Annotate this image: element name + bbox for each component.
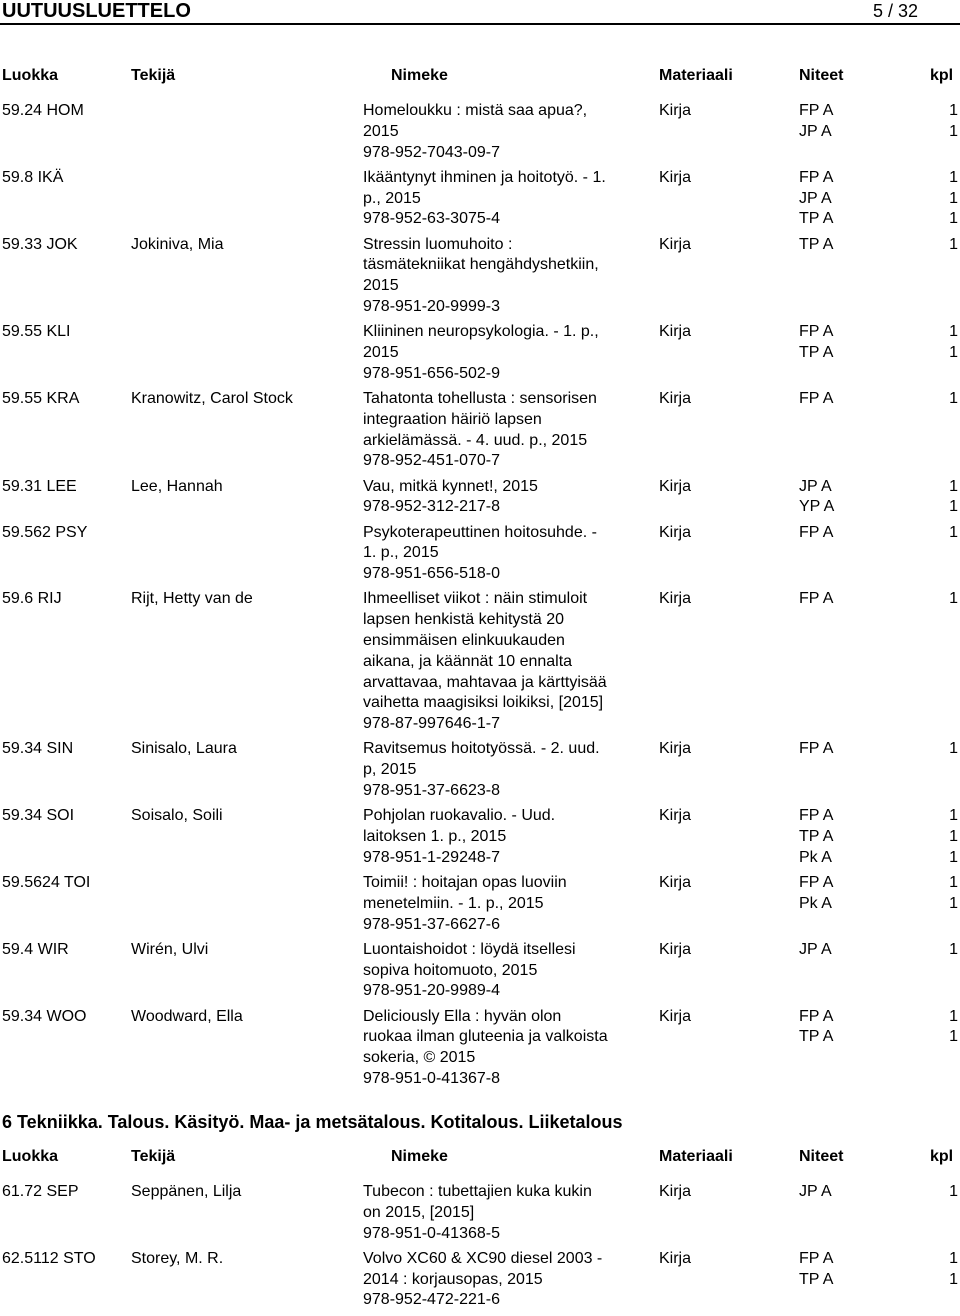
kpl-cell-line: 1 xyxy=(949,827,958,845)
col-kpl: kpl xyxy=(930,1148,954,1165)
kpl-cell-line: 1 xyxy=(949,940,958,958)
nimeke-cell-line: sopiva hoitomuoto, 2015 xyxy=(363,961,538,979)
kpl-cell-line: 1 xyxy=(949,343,958,361)
kpl-cell-line: 1 xyxy=(949,189,958,207)
nimeke-cell-line: Pohjolan ruokavalio. - Uud. xyxy=(363,807,556,825)
luokka-cell: 59.31 LEE xyxy=(2,477,77,495)
nimeke-cell xyxy=(363,389,653,472)
nimeke-cell-line: p, 2015 xyxy=(363,761,417,779)
niteet-cell-line: Pk A xyxy=(799,894,832,912)
luokka-cell: 59.33 JOK xyxy=(2,235,78,253)
materiaali-cell: Kirja xyxy=(659,523,692,541)
kpl-cell-line: 1 xyxy=(949,1028,958,1046)
nimeke-cell-line: 978-951-656-518-0 xyxy=(363,565,500,583)
luokka-cell: 62.5112 STO xyxy=(2,1249,96,1267)
materiaali-cell: Kirja xyxy=(659,102,692,119)
niteet-cell-line: FP A xyxy=(799,873,834,891)
nimeke-cell xyxy=(363,873,653,935)
materiaali-cell: Kirja xyxy=(659,1007,692,1025)
kpl-cell-line: 1 xyxy=(949,168,958,186)
nimeke-cell-line: ensimmäisen elinkuukauden xyxy=(363,631,565,649)
kpl-cell xyxy=(930,477,958,519)
kpl-cell xyxy=(930,1249,958,1291)
materiaali-cell: Kirja xyxy=(659,1183,692,1200)
materiaali-cell: Kirja xyxy=(659,389,692,407)
materiaali-cell: Kirja xyxy=(659,168,692,186)
catalog-row xyxy=(0,873,960,940)
kpl-cell-line: 1 xyxy=(949,477,958,495)
tekija-cell: Wirén, Ulvi xyxy=(131,940,209,958)
col-nimeke: Nimeke xyxy=(391,1148,448,1165)
luokka-cell: 59.8 IKÄ xyxy=(2,168,64,186)
niteet-cell-line: Pk A xyxy=(799,848,832,866)
niteet-cell-line: FP A xyxy=(799,740,834,758)
niteet-cell xyxy=(799,739,899,760)
niteet-cell-line: TP A xyxy=(799,235,834,253)
nimeke-cell xyxy=(363,168,653,230)
kpl-cell-line: 1 xyxy=(949,498,958,516)
materiaali-cell: Kirja xyxy=(659,740,692,758)
tekija-cell: Woodward, Ella xyxy=(131,1007,243,1025)
nimeke-cell-line: vaihetta maagisiksi loikiksi, [2015] xyxy=(363,694,604,712)
luokka-cell: 59.562 PSY xyxy=(2,523,88,541)
luokka-cell: 59.34 WOO xyxy=(2,1007,87,1025)
niteet-cell-line: FP A xyxy=(799,1249,834,1267)
catalog-row xyxy=(0,940,960,1007)
catalog-row xyxy=(0,806,960,873)
kpl-cell xyxy=(930,806,958,868)
nimeke-cell xyxy=(363,477,653,519)
luokka-cell: 61.72 SEP xyxy=(2,1183,79,1200)
nimeke-cell-line: Deliciously Ella : hyvän olon xyxy=(363,1007,562,1025)
nimeke-cell-line: 978-951-20-9989-4 xyxy=(363,982,500,1000)
kpl-cell xyxy=(930,389,958,410)
nimeke-cell-line: p., 2015 xyxy=(363,189,421,207)
materiaali-cell: Kirja xyxy=(659,940,692,958)
kpl-cell xyxy=(930,739,958,760)
nimeke-cell-line: 2015 xyxy=(363,122,399,140)
niteet-cell-line: FP A xyxy=(799,523,834,541)
niteet-cell xyxy=(799,1249,899,1291)
catalog-row xyxy=(0,1182,960,1249)
nimeke-cell-line: Tubecon : tubettajien kuka kukin xyxy=(363,1183,592,1200)
tekija-cell: Seppänen, Lilja xyxy=(131,1183,242,1200)
nimeke-cell-line: Kliininen neuropsykologia. - 1. p., xyxy=(363,323,599,341)
nimeke-cell-line: Toimii! : hoitajan opas luoviin xyxy=(363,873,567,891)
kpl-cell xyxy=(930,1182,958,1203)
kpl-cell-line: 1 xyxy=(949,210,958,228)
nimeke-cell-line: Ikääntynyt ihminen ja hoitotyö. - 1. xyxy=(363,168,606,186)
catalog-row xyxy=(0,322,960,389)
niteet-cell xyxy=(799,806,899,868)
materiaali-cell: Kirja xyxy=(659,873,692,891)
niteet-cell-line: FP A xyxy=(799,807,834,825)
nimeke-cell-line: 978-952-472-221-6 xyxy=(363,1291,500,1309)
niteet-cell xyxy=(799,1007,899,1049)
nimeke-cell-line: Tahatonta tohellusta : sensorisen xyxy=(363,389,597,407)
nimeke-cell-line: Ravitsemus hoitotyössä. - 2. uud. xyxy=(363,740,600,758)
page-header xyxy=(0,0,960,22)
nimeke-cell-line: 978-951-37-6627-6 xyxy=(363,915,500,933)
catalog-row xyxy=(0,168,960,235)
nimeke-cell-line: 978-951-37-6623-8 xyxy=(363,781,500,799)
kpl-cell-line: 1 xyxy=(949,122,958,140)
kpl-cell xyxy=(930,589,958,610)
nimeke-cell-line: on 2015, [2015] xyxy=(363,1203,475,1221)
catalog-row xyxy=(0,589,960,739)
nimeke-cell-line: lapsen henkistä kehitystä 20 xyxy=(363,611,565,629)
kpl-cell-line: 1 xyxy=(949,1249,958,1267)
kpl-cell xyxy=(930,235,958,256)
nimeke-cell xyxy=(363,1182,653,1244)
document-title: UUTUUSLUETTELO xyxy=(2,0,191,22)
kpl-cell-line: 1 xyxy=(949,523,958,541)
nimeke-cell xyxy=(363,235,653,318)
nimeke-cell-line: laitoksen 1. p., 2015 xyxy=(363,827,507,845)
catalog-row xyxy=(0,101,960,168)
header-divider xyxy=(0,23,960,25)
nimeke-cell-line: 978-951-656-502-9 xyxy=(363,364,500,382)
materiaali-cell: Kirja xyxy=(659,1249,692,1267)
nimeke-cell-line: täsmätekniikat hengähdyshetkiin, xyxy=(363,256,599,274)
niteet-cell xyxy=(799,389,899,410)
niteet-cell-line: YP A xyxy=(799,498,835,516)
nimeke-cell-line: 978-87-997646-1-7 xyxy=(363,715,500,733)
nimeke-cell xyxy=(363,523,653,585)
catalog-row xyxy=(0,1249,960,1316)
materiaali-cell: Kirja xyxy=(659,807,692,825)
nimeke-cell-line: 978-951-1-29248-7 xyxy=(363,848,500,866)
nimeke-cell-line: 978-952-312-217-8 xyxy=(363,498,500,516)
section-title: 6 Tekniikka. Talous. Käsityö. Maa- ja metsätalous. Kotitalous. Liiketalous xyxy=(2,1112,623,1132)
nimeke-cell xyxy=(363,739,653,801)
niteet-cell xyxy=(799,477,899,519)
niteet-cell-line: TP A xyxy=(799,343,834,361)
niteet-cell-line: JP A xyxy=(799,122,832,140)
col-niteet: Niteet xyxy=(799,67,844,84)
niteet-cell xyxy=(799,1182,899,1203)
nimeke-cell-line: Luontaishoidot : löydä itsellesi xyxy=(363,940,576,958)
nimeke-cell-line: Vau, mitkä kynnet!, 2015 xyxy=(363,477,538,495)
nimeke-cell-line: Psykoterapeuttinen hoitosuhde. - xyxy=(363,523,597,541)
nimeke-cell-line: ruokaa ilman gluteenia ja valkoista xyxy=(363,1028,608,1046)
tekija-cell: Soisalo, Soili xyxy=(131,807,223,825)
catalog-row xyxy=(0,235,960,323)
col-niteet: Niteet xyxy=(799,1148,844,1165)
niteet-cell-line: FP A xyxy=(799,168,834,186)
niteet-cell-line: JP A xyxy=(799,940,832,958)
luokka-cell: 59.55 KLI xyxy=(2,323,71,341)
niteet-cell xyxy=(799,523,899,544)
kpl-cell xyxy=(930,101,958,143)
nimeke-cell xyxy=(363,1249,653,1311)
niteet-cell xyxy=(799,101,899,143)
kpl-cell-line: 1 xyxy=(949,1007,958,1025)
tekija-cell: Jokiniva, Mia xyxy=(131,235,224,253)
kpl-cell xyxy=(930,873,958,915)
nimeke-cell xyxy=(363,589,653,735)
nimeke-cell-line: Ihmeelliset viikot : näin stimuloit xyxy=(363,590,588,608)
col-luokka: Luokka xyxy=(2,67,59,84)
col-luokka: Luokka xyxy=(2,1148,59,1165)
nimeke-cell-line: menetelmiin. - 1. p., 2015 xyxy=(363,894,544,912)
col-materiaali: Materiaali xyxy=(659,67,733,84)
kpl-cell-line: 1 xyxy=(949,323,958,341)
kpl-cell-line: 1 xyxy=(949,1270,958,1288)
catalog-row xyxy=(0,1007,960,1095)
col-tekija: Tekijä xyxy=(131,67,176,84)
tekija-cell: Storey, M. R. xyxy=(131,1249,224,1267)
kpl-cell-line: 1 xyxy=(949,235,958,253)
nimeke-cell-line: 978-951-20-9999-3 xyxy=(363,297,500,315)
luokka-cell: 59.6 RIJ xyxy=(2,590,62,608)
luokka-cell: 59.34 SIN xyxy=(2,740,74,758)
nimeke-cell-line: Stressin luomuhoito : xyxy=(363,235,513,253)
kpl-cell-line: 1 xyxy=(949,873,958,891)
col-kpl: kpl xyxy=(930,67,954,84)
catalog-row xyxy=(0,523,960,590)
kpl-cell xyxy=(930,168,958,230)
nimeke-cell-line: 978-951-0-41368-5 xyxy=(363,1224,500,1242)
tekija-cell: Lee, Hannah xyxy=(131,477,223,495)
column-headers-2 xyxy=(0,1148,960,1168)
nimeke-cell-line: 2015 xyxy=(363,277,399,295)
nimeke-cell-line: 2014 : korjausopas, 2015 xyxy=(363,1270,543,1288)
nimeke-cell-line: 978-952-7043-09-7 xyxy=(363,143,500,161)
tekija-cell: Rijt, Hetty van de xyxy=(131,590,253,608)
materiaali-cell: Kirja xyxy=(659,590,692,608)
kpl-cell-line: 1 xyxy=(949,590,958,608)
column-headers xyxy=(0,67,960,87)
niteet-cell-line: TP A xyxy=(799,1270,834,1288)
item-list-section-6 xyxy=(0,1182,960,1316)
niteet-cell-line: TP A xyxy=(799,210,834,228)
kpl-cell-line: 1 xyxy=(949,389,958,407)
niteet-cell-line: TP A xyxy=(799,1028,834,1046)
nimeke-cell-line: Volvo XC60 & XC90 diesel 2003 - xyxy=(363,1249,603,1267)
nimeke-cell-line: arvattavaa, mahtavaa ja kärttyisää xyxy=(363,673,607,691)
luokka-cell: 59.24 HOM xyxy=(2,102,84,119)
kpl-cell-line: 1 xyxy=(949,102,958,119)
nimeke-cell xyxy=(363,101,653,163)
nimeke-cell xyxy=(363,940,653,1002)
niteet-cell-line: JP A xyxy=(799,189,832,207)
materiaali-cell: Kirja xyxy=(659,477,692,495)
kpl-cell-line: 1 xyxy=(949,740,958,758)
niteet-cell xyxy=(799,940,899,961)
kpl-cell-line: 1 xyxy=(949,894,958,912)
col-materiaali: Materiaali xyxy=(659,1148,733,1165)
niteet-cell-line: FP A xyxy=(799,389,834,407)
niteet-cell-line: TP A xyxy=(799,827,834,845)
nimeke-cell-line: sokeria, © 2015 xyxy=(363,1049,476,1067)
nimeke-cell-line: arkielämässä. - 4. uud. p., 2015 xyxy=(363,431,588,449)
page-number: 5 / 32 xyxy=(872,1,918,21)
item-list-section-5 xyxy=(0,101,960,1094)
nimeke-cell-line: aikana, ja käännät 10 ennalta xyxy=(363,652,573,670)
kpl-cell-line: 1 xyxy=(949,807,958,825)
catalog-row xyxy=(0,389,960,477)
kpl-cell-line: 1 xyxy=(949,1183,958,1200)
nimeke-cell xyxy=(363,322,653,384)
niteet-cell-line: FP A xyxy=(799,102,834,119)
niteet-cell-line: FP A xyxy=(799,323,834,341)
luokka-cell: 59.55 KRA xyxy=(2,389,80,407)
nimeke-cell xyxy=(363,806,653,868)
catalog-row xyxy=(0,477,960,523)
nimeke-cell-line: 2015 xyxy=(363,343,399,361)
materiaali-cell: Kirja xyxy=(659,235,692,253)
niteet-cell-line: JP A xyxy=(799,1183,832,1200)
nimeke-cell xyxy=(363,1007,653,1090)
nimeke-cell-line: Homeloukku : mistä saa apua?, xyxy=(363,102,588,119)
kpl-cell xyxy=(930,940,958,961)
kpl-cell xyxy=(930,523,958,544)
nimeke-cell-line: 978-952-63-3075-4 xyxy=(363,210,500,228)
nimeke-cell-line: 978-951-0-41367-8 xyxy=(363,1069,500,1087)
col-tekija: Tekijä xyxy=(131,1148,176,1165)
niteet-cell-line: FP A xyxy=(799,1007,834,1025)
luokka-cell: 59.5624 TOI xyxy=(2,873,91,891)
nimeke-cell-line: 978-952-451-070-7 xyxy=(363,452,500,470)
niteet-cell-line: FP A xyxy=(799,590,834,608)
nimeke-cell-line: 1. p., 2015 xyxy=(363,544,439,562)
materiaali-cell: Kirja xyxy=(659,323,692,341)
kpl-cell-line: 1 xyxy=(949,848,958,866)
luokka-cell: 59.4 WIR xyxy=(2,940,69,958)
kpl-cell xyxy=(930,322,958,364)
nimeke-cell-line: integraation häiriö lapsen xyxy=(363,410,542,428)
niteet-cell xyxy=(799,589,899,610)
col-nimeke: Nimeke xyxy=(391,67,448,84)
tekija-cell: Kranowitz, Carol Stock xyxy=(131,389,293,407)
niteet-cell xyxy=(799,873,899,915)
tekija-cell: Sinisalo, Laura xyxy=(131,740,237,758)
niteet-cell-line: JP A xyxy=(799,477,832,495)
kpl-cell xyxy=(930,1007,958,1049)
catalog-row xyxy=(0,739,960,806)
niteet-cell xyxy=(799,168,899,230)
niteet-cell xyxy=(799,235,899,256)
luokka-cell: 59.34 SOI xyxy=(2,807,75,825)
niteet-cell xyxy=(799,322,899,364)
